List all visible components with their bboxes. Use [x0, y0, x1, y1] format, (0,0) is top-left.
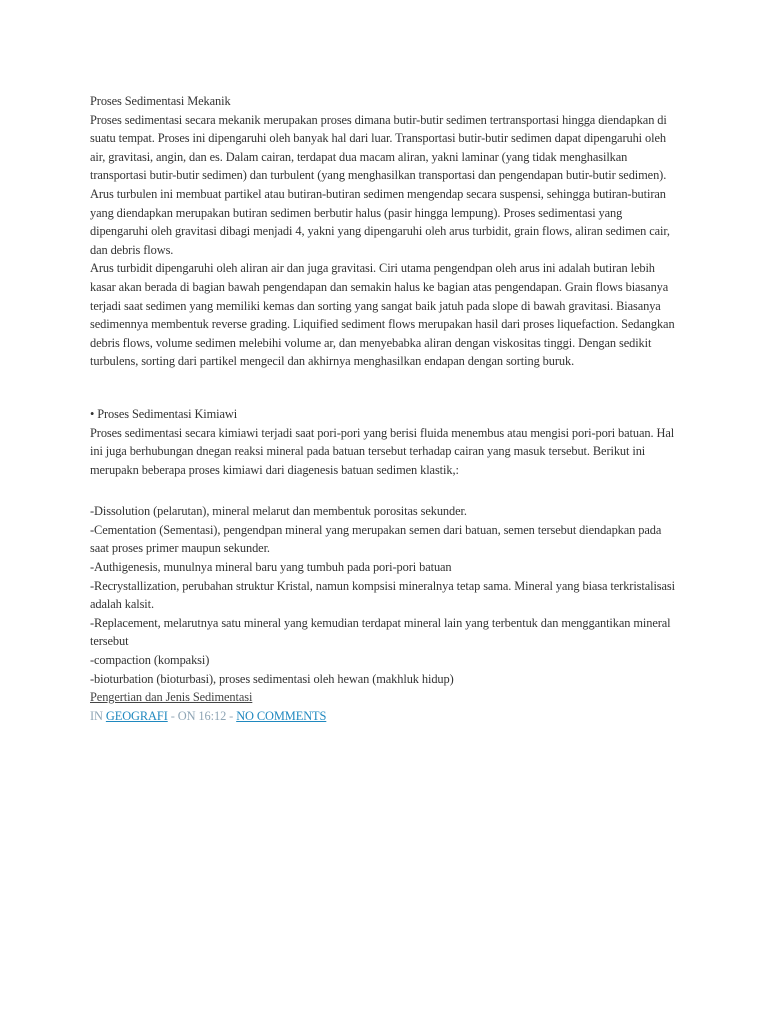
section-heading-mekanik: Proses Sedimentasi Mekanik: [90, 94, 231, 108]
paragraph-mekanik-2: Arus turbidit dipengaruhi oleh aliran air dan juga gravitasi. Ciri utama pengendpan oleh arus ini adalah butiran lebih kasar akan berada di bagian bawah pengendapan dan semakin halus ke bagian atas pengendapan. Grain flows biasanya terjadi saat sedimen yang memiliki kemas dan sorting yang sangat baik jatuh pada slope di bawah gravitasi. Biasanya sedimennya membentuk reverse grading. Liquified sediment flows merupakan hasil dari proses liquefaction. Sedangkan debris flows, volume sedimen melebihi volume ar, dan menyebabka aliran dengan viskositas tinggi. Dengan sedikit turbulens, sorting dari partikel mengecil dan akhirnya menghasilkan endapan dengan sorting buruk.: [90, 261, 675, 369]
category-link[interactable]: GEOGRAFI: [105, 708, 168, 723]
section-spacer: [90, 371, 678, 405]
article-title-link[interactable]: Pengertian dan Jenis Sedimentasi: [90, 690, 253, 705]
list-item: -bioturbation (bioturbasi), proses sedimentasi oleh hewan (makhluk hidup): [90, 671, 454, 686]
process-list: [90, 502, 678, 688]
list-item: -Recrystallization, perubahan struktur Kristal, namun kompsisi mineralnya tetap sama. Mineral yang biasa terkristalisasi adalah kalsit.: [90, 578, 675, 612]
list-item: -Dissolution (pelarutan), mineral melarut dan membentuk porositas sekunder.: [90, 504, 467, 519]
list-item: -Replacement, melarutnya satu mineral yang kemudian terdapat mineral lain yang terbentuk dan menggantikan mineral tersebut: [90, 615, 671, 649]
paragraph-kimiawi: Proses sedimentasi secara kimiawi terjadi saat pori-pori yang berisi fluida menembus atau mengisi pori-pori batuan. Hal ini juga berhubungan dnegan reaksi mineral pada batuan tersebut terhadap cairan yang masuk tersebut. Berikut ini merupakn beberapa proses kimiawi dari diagenesis batuan sedimen klastik,:: [90, 425, 675, 477]
post-meta: [90, 707, 678, 726]
section-heading-kimiawi: • Proses Sedimentasi Kimiawi: [90, 406, 238, 421]
list-item: -Cementation (Sementasi), pengendpan mineral yang merupakan semen dari batuan, semen tersebut diendapkan pada saat proses primer maupun sekunder.: [90, 522, 662, 556]
meta-time-label: - ON 16:12 -: [167, 708, 237, 723]
list-spacer: [90, 479, 678, 502]
meta-in-label: IN: [90, 708, 106, 723]
list-item: -Authigenesis, munulnya mineral baru yang tumbuh pada pori-pori batuan: [90, 560, 452, 575]
paragraph-mekanik-1: Proses sedimentasi secara mekanik merupakan proses dimana butir-butir sedimen tertransportasi hingga diendapkan di suatu tempat. Proses ini dipengaruhi oleh banyak hal dari luar. Transportasi butir-butir sedimen dapat dipengaruhi oleh air, gravitasi, angin, dan es. Dalam cairan, terdapat dua macam aliran, yakni laminar (yang tidak menghasilkan transportasi butir-butir sedimen) dan turbulent (yang menghasilkan transportasi dan pengendapan butir-butir sedimen). Arus turbulen ini membuat partikel atau butiran-butiran sedimen mengendap secara suspensi, sehingga butiran-butiran yang diendapkan merupakan butiran sedimen berbutir halus (pasir hingga lempung). Proses sedimentasi yang dipengaruhi oleh gravitasi dibagi menjadi 4, yakni yang dipengaruhi oleh arus turbidit, grain flows, aliran sedimen cair, dan debris flows.: [90, 112, 670, 257]
post-footer: [90, 688, 678, 725]
comments-link[interactable]: NO COMMENTS: [236, 708, 327, 723]
list-item: -compaction (kompaksi): [90, 653, 210, 668]
document-page: [90, 92, 678, 725]
